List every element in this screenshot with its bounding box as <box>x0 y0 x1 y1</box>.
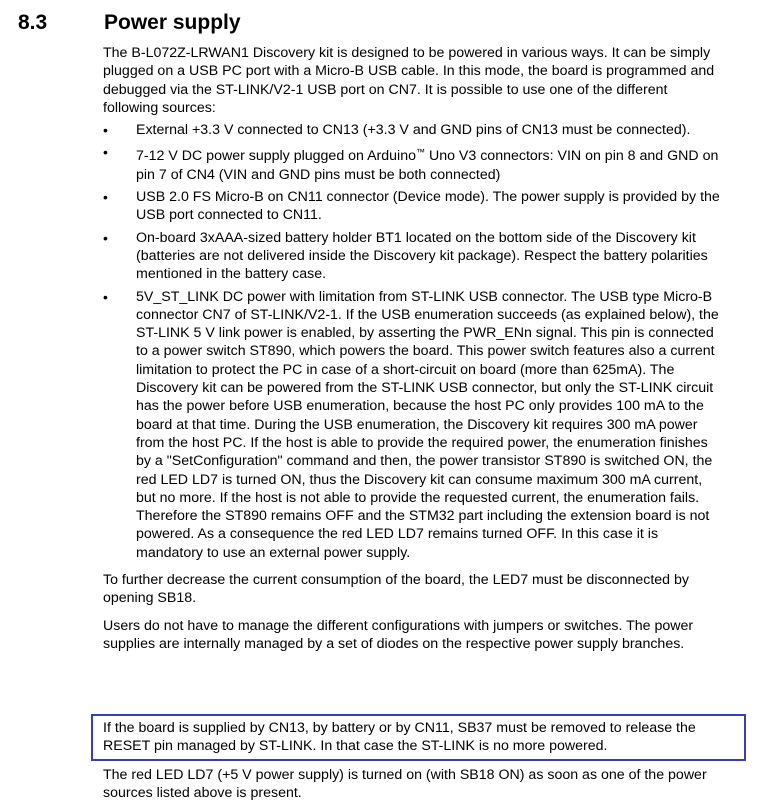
list-item-text: External +3.3 V connected to CN13 (+3.3 V and GND pins of CN13 must be connected). <box>136 122 691 139</box>
led7-paragraph: To further decrease the current consumption of the board, the LED7 must be disconnected by opening SB18. <box>103 572 689 607</box>
bullet-icon: • <box>103 122 108 139</box>
list-item <box>103 229 723 284</box>
list-item-text: On-board 3xAAA-sized battery holder BT1 located on the bottom side of the Discovery kit (batteries are not delivered inside the Discovery kit package). Respect the battery polarities mentioned in the battery case. <box>136 229 708 283</box>
intro-paragraph: The B-L072Z-LRWAN1 Discovery kit is designed to be powered in various ways. It can be simply plugged on a USB PC port with a Micro-B USB cable. In this mode, the board is programmed and debugged via the ST-LINK/V2-1 USB port on CN7. It is possible to use one of the different following sources: <box>103 45 715 116</box>
list-item <box>103 188 723 225</box>
list-item-text <box>136 148 718 182</box>
bullet-icon: • <box>103 229 108 246</box>
highlighted-paragraph: If the board is supplied by CN13, by battery or by CN11, SB37 must be removed to release the RESET pin managed by ST-LINK. In that case the ST-LINK is no more powered. <box>103 720 696 755</box>
bullet-icon: • <box>103 189 108 206</box>
bullet-icon: • <box>103 288 108 305</box>
trademark-symbol: ™ <box>416 147 425 158</box>
list-item <box>103 143 723 184</box>
section-title: Power supply <box>104 11 241 34</box>
power-source-list <box>103 121 723 562</box>
bullet-icon: • <box>103 144 108 161</box>
users-paragraph: Users do not have to manage the different configurations with jumpers or switches. The power supplies are internally managed by a set of diodes on the respective power supply branches. <box>103 617 694 652</box>
list-item <box>103 288 723 562</box>
section-body <box>103 44 723 653</box>
section-header <box>18 8 241 38</box>
list-item-text: 5V_ST_LINK DC power with limitation from ST-LINK USB connector. The USB type Micro-B connector CN7 of ST-LINK/V2-1. If the USB enumeration succeeds (as explained below), the ST-LINK 5 V link power is enabled, by asserting the PWR_ENn signal. This pin is connected to a power switch ST890, which powers the board. This power switch features also a current limitation to protect the PC in case of a short-circuit on board (more than 625mA). The Discovery kit can be powered from the ST-LINK USB connector, but only the ST-LINK circuit has the power before USB enumeration, because the host PC only provides 100 mA to the board at that time. During the USB enumeration, the Discovery kit requires 300 mA power from the host PC. If the host is able to provide the required power, the enumeration finishes by a "SetConfiguration" command and then, the power transistor ST890 is switched ON, the red LED LD7 is turned ON, thus the Discovery kit can consume maximum 300 mA current, but no more. If the host is not able to provide the requested current, the enumeration fails. Therefore the ST890 remains OFF and the STM32 part including the extension board is not powered. As a consequence the red LED LD7 remains turned OFF. In this case it is mandatory to use an external power supply. <box>136 288 719 561</box>
list-item-text-part: Uno V3 connectors: VIN on pin 8 and GND on pin 7 of CN4 (VIN and GND pins must be both connected) <box>136 148 719 183</box>
led-ld7-paragraph: The red LED LD7 (+5 V power supply) is turned on (with SB18 ON) as soon as one of the power sources listed above is present. <box>103 767 707 802</box>
section-number: 8.3 <box>18 11 48 34</box>
list-item-text: USB 2.0 FS Micro-B on CN11 connector (Device mode). The power supply is provided by the USB port connected to CN11. <box>136 189 720 224</box>
list-item-text-part: 7-12 V DC power supply plugged on Arduino <box>136 148 416 165</box>
list-item <box>103 121 723 139</box>
